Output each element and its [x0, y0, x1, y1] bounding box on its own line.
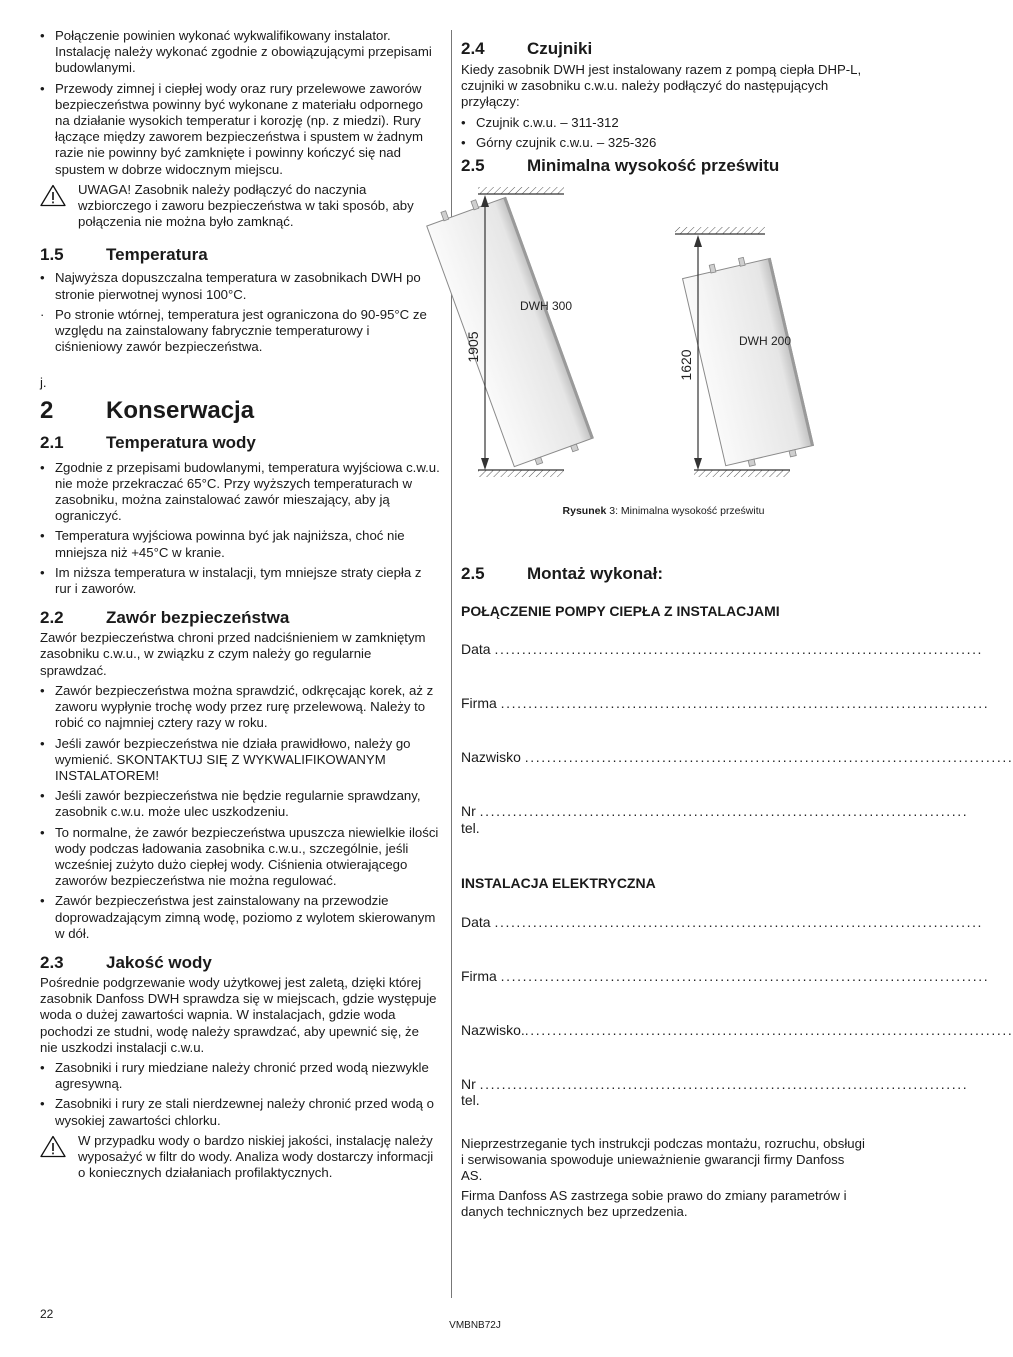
list-item [40, 1096, 440, 1128]
caption-text: 3: Minimalna wysokość prześwitu [606, 505, 765, 518]
page-number: 22 [40, 1307, 54, 1321]
field-dotted-line[interactable]: ......................................................................................... [479, 803, 969, 820]
tank2-model-label: DWH 200 [738, 334, 792, 349]
tank-dwh200 [681, 252, 815, 472]
warning-text: UWAGA! Zasobnik należy podłączyć do naczynia wzbiorczego i zaworu bezpieczeństwa w taki sposób, aby połączenia nie można było zamknąć. [78, 181, 414, 230]
tank1-model-label: DWH 300 [519, 299, 573, 314]
field-dotted-line[interactable]: ......................................................................................... [524, 1021, 1013, 1038]
section-heading-2-5 [461, 155, 866, 177]
bullet-dot: • [40, 1096, 45, 1112]
arrow-up-icon [694, 235, 702, 247]
section-heading-2-1 [40, 432, 440, 454]
chapter-title: Konserwacja [106, 396, 255, 424]
section-title: Minimalna wysokość prześwitu [527, 156, 780, 176]
field-label: Data [461, 913, 491, 930]
form-field-phone[interactable] [461, 1075, 969, 1108]
tank1-height-label: 1905 [465, 331, 481, 363]
caption-label: Rysunek [562, 505, 607, 518]
sensor-bullet-list [461, 115, 866, 151]
list-item [40, 460, 440, 525]
installer-form-hydraulic [461, 641, 1013, 836]
paragraph: Kiedy zasobnik DWH jest instalowany razem z pompą ciepła DHP-L, czujniki w zasobniku c.w.u. należy podłączyć do następujących przyłączy: [461, 62, 862, 110]
floor-hatch [694, 470, 790, 477]
field-label: Firma [461, 967, 497, 984]
field-dotted-line[interactable]: ......................................................................................... [479, 1075, 969, 1092]
section-number: 2.1 [40, 432, 64, 452]
section-title: Zawór bezpieczeństwa [106, 608, 290, 628]
field-label: Firma [461, 695, 497, 712]
bullet-dot: • [40, 682, 45, 698]
temperature-bullet-list [40, 270, 440, 355]
field-dotted-line[interactable]: ......................................................................................... [500, 695, 990, 712]
right-column [461, 38, 1013, 1225]
arrow-down-icon [481, 458, 489, 470]
tank2-height-label: 1620 [678, 349, 694, 381]
field-dotted-line[interactable]: ......................................................................................... [494, 913, 984, 930]
chapter-number: 2 [40, 396, 54, 424]
form-field-name[interactable] [461, 1021, 1013, 1038]
form-group-title: POŁĄCZENIE POMPY CIEPŁA Z INSTALACJAMI [461, 603, 780, 620]
list-item-text: Najwyższa dopuszczalna temperatura w zasobnikach DWH po stronie pierwotnej wynosi 100°C. [55, 270, 421, 302]
bullet-dot: • [40, 564, 45, 580]
ceiling-hatch [478, 187, 564, 194]
list-item [40, 81, 440, 178]
field-label: Nr tel. [461, 803, 480, 836]
bullet-dot: • [40, 28, 45, 43]
water-quality-bullet-list [40, 1060, 440, 1129]
section-number: 2.2 [40, 608, 64, 628]
chapter-heading-2 [40, 396, 440, 426]
list-item [40, 736, 440, 785]
field-dotted-line[interactable]: ......................................................................................... [494, 641, 984, 658]
section-number: 2.5 [461, 564, 485, 584]
left-column [40, 28, 440, 1185]
section-number: 2.4 [461, 39, 485, 58]
section-number: 2.5 [461, 156, 485, 176]
list-item-text: Przewody zimnej i ciepłej wody oraz rury przelewowe zaworów bezpieczeństwa powinny być wykonane z materiału odpornego na działanie wysokich temperatur i korozję (np. z miedzi). Rury łączące między zaworem bezpieczeństwa i spustem w żadnym razie nie powinny być zamknięte i powinny kończyć się nad spustem w dobrze widocznym miejscu. [55, 80, 424, 177]
form-field-date[interactable] [461, 913, 984, 930]
list-item-text: Jeśli zawór bezpieczeństwa nie działa prawidłowo, należy go wymienić. SKONTAKTUJ SIĘ Z WYKWALIFIKOWANYM INSTALATOREM! [55, 735, 411, 783]
list-item-text: Jeśli zawór bezpieczeństwa nie będzie regularnie sprawdzany, zasobnik c.w.u. może ulec uszkodzeniu. [55, 788, 421, 820]
list-item-text: Zgodnie z przepisami budowlanymi, temperatura wyjściowa c.w.u. nie może przekraczać 65°C. Przy wyższych temperaturach w zasobniku, można zainstalować zawór mieszający, aby ją ograniczyć. [55, 459, 440, 524]
field-label: Nazwisko. [461, 1021, 525, 1038]
list-item [40, 270, 440, 302]
list-item [40, 825, 440, 890]
bullet-dot: • [461, 114, 466, 130]
list-item [461, 135, 866, 151]
arrow-down-icon [694, 458, 702, 470]
bullet-dot: • [40, 270, 45, 286]
list-item-text: Połączenie powinien wykonać wykwalifikowany instalator. Instalację należy wykonać zgodnie z obowiązującymi przepisami budowlanymi. [55, 28, 432, 76]
list-item [40, 307, 440, 356]
list-item-text: Po stronie wtórnej, temperatura jest ograniczona do 90-95°C ze względu na zainstalowany fabrycznie temperaturowy i ciśnieniowy zawór bezpieczeństwa. [55, 306, 427, 355]
document-code: VMBNB72J [449, 1320, 501, 1331]
list-item-text: Zawór bezpieczeństwa jest zainstalowany na przewodzie doprowadzającym zimną wodę, poziomo z wylotem skierowanym w dół. [55, 893, 436, 941]
list-item-text: To normalne, że zawór bezpieczeństwa upuszcza niewielkie ilości wody podczas ładowania zasobnika c.w.u., szczególnie, jeśli wcześniej zużyto dużo ciepłej wody. Ciśnienia otwierającego zaworów bezpieczeństwa nie można regulować. [55, 824, 439, 889]
intro-bullet-list [40, 28, 440, 178]
list-item-text: Zasobniki i rury miedziane należy chronić przed wodą niezwykle agresywną. [55, 1059, 429, 1092]
list-item-text: Czujnik c.w.u. – 311-312 [476, 114, 619, 130]
form-group-title: INSTALACJA ELEKTRYCZNA [461, 875, 656, 892]
bullet-dot: • [40, 788, 45, 804]
arrow-up-icon [481, 195, 489, 207]
bullet-dot: • [40, 893, 45, 909]
warning-triangle-icon [40, 184, 66, 207]
field-dotted-line[interactable]: ......................................................................................... [500, 967, 990, 984]
warranty-notice: Nieprzestrzeganie tych instrukcji podczas montażu, rozruchu, obsługi i serwisowania spowoduje unieważnienie gwarancji firmy Danfoss AS. [461, 1135, 865, 1184]
clearance-height-figure [458, 187, 863, 497]
list-item-text: Zawór bezpieczeństwa można sprawdzić, odkręcając korek, aż z zaworu wypłynie trochę wody przez rurę przelewową. Należy to robić co najmniej cztery razy w roku. [55, 682, 434, 731]
section-heading-installer [461, 563, 866, 585]
installer-form-electrical [461, 913, 1013, 1108]
section-number: 1.5 [40, 245, 64, 265]
warning-triangle-icon [40, 1135, 66, 1158]
water-temperature-bullet-list [40, 460, 440, 598]
ceiling-hatch [675, 227, 765, 234]
change-notice: Firma Danfoss AS zastrzega sobie prawo do zmiany parametrów i danych technicznych bez uprzedzenia. [461, 1188, 847, 1220]
list-item-text: Górny czujnik c.w.u. – 325-326 [476, 134, 657, 150]
field-label: Data [461, 641, 491, 658]
safety-valve-bullet-list [40, 683, 440, 942]
figure-caption [461, 503, 866, 519]
section-heading-1-5 [40, 244, 440, 266]
tank-dwh300 [424, 190, 595, 472]
list-item [40, 565, 440, 597]
section-heading-2-3 [40, 952, 440, 974]
section-title: Temperatura [106, 245, 208, 265]
bullet-dot: • [461, 134, 466, 150]
bullet-dot: • [40, 528, 45, 544]
section-heading-2-2 [40, 607, 440, 629]
form-field-company[interactable] [461, 967, 990, 984]
warning-text: W przypadku wody o bardzo niskiej jakości, instalację należy wyposażyć w filtr do wody. Analiza wody dostarczy informacji o koniecznych działaniach profilaktycznych. [78, 1132, 434, 1181]
form-field-name[interactable] [461, 749, 1013, 766]
section-heading-2-4 [461, 38, 866, 60]
field-dotted-line[interactable]: ......................................................................................... [524, 749, 1013, 766]
warning-note [40, 1133, 440, 1182]
form-field-company[interactable] [461, 695, 990, 712]
bullet-dot: • [40, 80, 45, 96]
stray-text: j. [40, 375, 47, 391]
list-item [40, 528, 440, 560]
floor-hatch [478, 470, 564, 477]
bullet-dot: • [40, 735, 45, 751]
form-field-date[interactable] [461, 641, 984, 658]
paragraph: Zawór bezpieczeństwa chroni przed nadciśnieniem w zamkniętym zasobniku c.w.u., w związku z czym należy go regularnie sprawdzać. [40, 630, 426, 678]
list-item [40, 893, 440, 942]
section-number: 2.3 [40, 952, 64, 972]
list-item [461, 115, 866, 131]
field-label: Nazwisko [461, 749, 521, 766]
list-item [40, 683, 440, 732]
bullet-dot: · [40, 306, 45, 322]
section-title: Montaż wykonał: [527, 564, 664, 584]
section-title: Jakość wody [106, 952, 212, 972]
warning-note [40, 182, 440, 231]
list-item [40, 28, 440, 77]
bullet-dot: • [40, 824, 45, 840]
field-label: Nr tel. [461, 1075, 480, 1108]
list-item [40, 1060, 440, 1092]
list-item-text: Zasobniki i rury ze stali nierdzewnej należy chronić przed wodą o wysokiej zawartości chlorku. [55, 1096, 434, 1128]
list-item [40, 788, 440, 820]
section-title: Temperatura wody [106, 432, 256, 452]
list-item-text: Im niższa temperatura w instalacji, tym mniejsze straty ciepła z rur i zaworów. [55, 564, 422, 597]
paragraph: Pośrednie podgrzewanie wody użytkowej jest zaletą, dzięki której zasobnik Danfoss DWH sprawdza się w miejscach, gdzie występuje woda o dużej zawartości wapnia. W instalacjach, gdzie woda pochodzi ze studni, wodę należy sprawdzać, aby upewnić się, że nie uszkodzi instalacji c.w.u. [40, 974, 437, 1055]
bullet-dot: • [40, 1059, 45, 1075]
list-item-text: Temperatura wyjściowa powinna być jak najniższa, choć nie mniejsza niż +45°C w kranie. [55, 528, 405, 560]
form-field-phone[interactable] [461, 803, 969, 836]
section-title: Czujniki [527, 39, 593, 58]
bullet-dot: • [40, 459, 45, 475]
